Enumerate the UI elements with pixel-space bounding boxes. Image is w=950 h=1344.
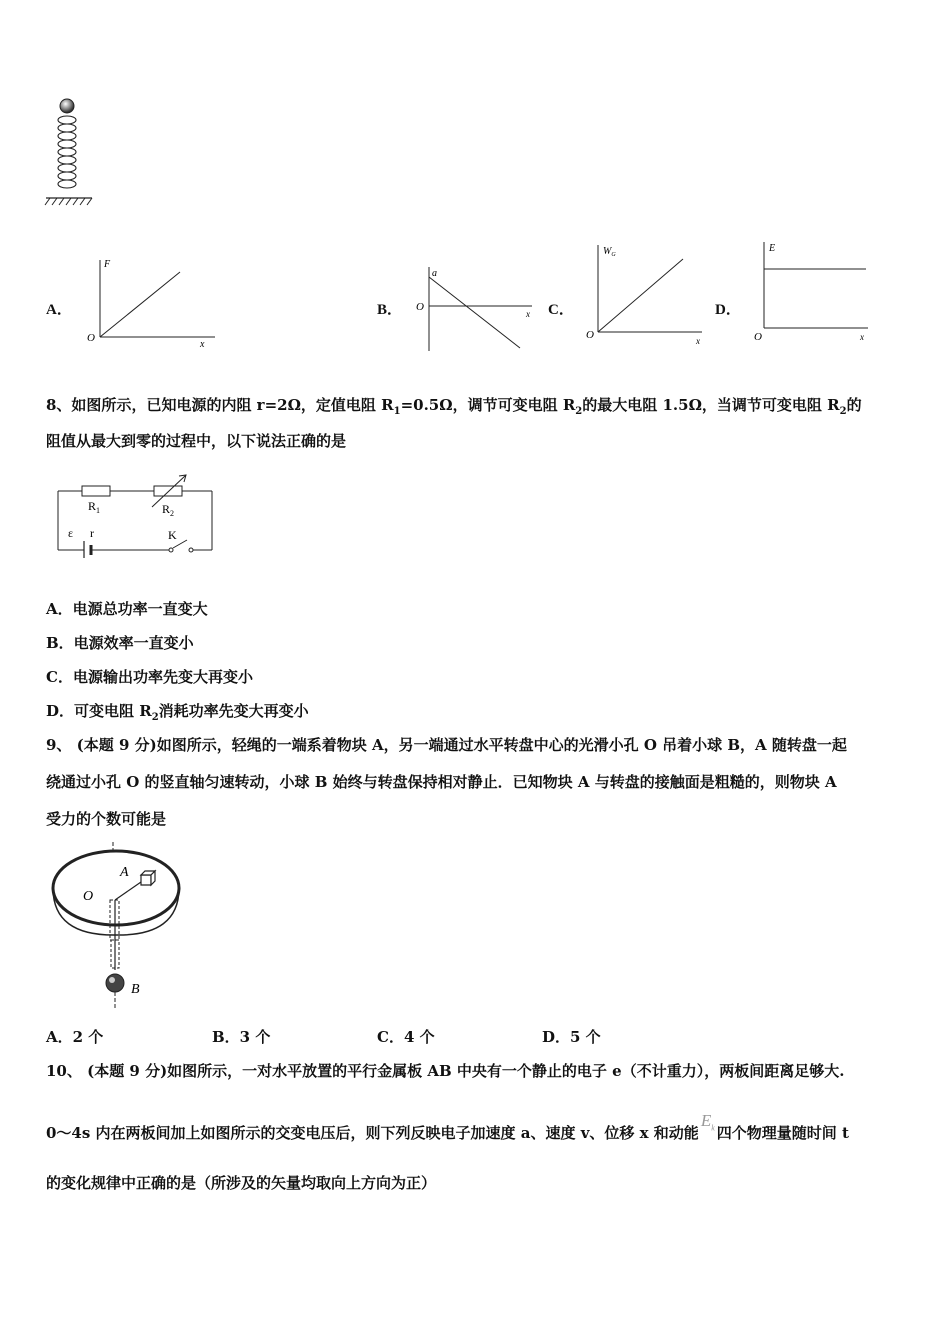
- spring-ball-figure: [40, 95, 100, 210]
- q9-stem-line2: 绕通过小孔 O 的竖直轴匀速转动，小球 B 始终与转盘保持相对静止．已知物块 A 与转盘的接触面是粗糙的，则物块 A: [46, 773, 837, 791]
- label-emf: ε: [68, 526, 74, 540]
- option-c-label[interactable]: C．: [548, 302, 574, 318]
- q8-option-c[interactable]: C．电源输出功率先变大再变小: [46, 668, 253, 686]
- q8-stem-line1: 8、如图所示，已知电源的内阻 r=2Ω，定值电阻 $R_1=0.5\Omega$，调节可变电阻 $R_2$的最大电阻 1.5Ω，当调节可变电阻 $R_2$的: [46, 396, 862, 417]
- switch-contact-right: [189, 548, 193, 552]
- graph-a-ylabel: F: [104, 259, 111, 270]
- graph-d-origin: O: [754, 331, 762, 343]
- ball: [60, 99, 74, 113]
- graph-c-line: [598, 259, 683, 332]
- graph-b[interactable]: [412, 262, 542, 354]
- spring: [58, 116, 76, 188]
- graph-b-line: [429, 277, 520, 348]
- label-b: B: [131, 982, 140, 997]
- label-r2: $R_2$: [162, 502, 175, 518]
- option-b-label[interactable]: B．: [377, 302, 403, 318]
- graph-d-xlabel: x: [860, 332, 864, 342]
- option-a-label[interactable]: A．: [46, 302, 72, 318]
- q8-circuit: [52, 473, 222, 558]
- label-a: A: [120, 865, 129, 880]
- q10-stem-line1: 10、 (本题 9 分)如图所示，一对水平放置的平行金属板 AB 中央有一个静止的电子 e（不计重力），两板间距离足够大.: [46, 1062, 845, 1080]
- graph-a-origin: O: [87, 332, 95, 344]
- disk-top: [53, 851, 179, 925]
- option-d-label[interactable]: D．: [715, 302, 741, 318]
- q9-stem-line1: 9、 (本题 9 分)如图所示，轻绳的一端系着物块 A，另一端通过水平转盘中心的光滑小孔 O 吊着小球 B，A 随转盘一起: [46, 736, 847, 754]
- q9-option-d[interactable]: D．5 个: [542, 1028, 601, 1046]
- q10-stem-line2: 0～4s 内在两板间加上如图所示的交变电压后，则下列反映电子加速度 a、速度 v、位移 x 和动能$E_k$ 四个物理量随时间 t: [46, 1111, 849, 1142]
- q10-stem-line3: 的变化规律中正确的是（所涉及的矢量均取向上方向为正）: [46, 1174, 437, 1192]
- graph-b-ylabel: a: [432, 268, 437, 279]
- q8-option-a[interactable]: A．电源总功率一直变大: [46, 600, 208, 618]
- graph-c-origin: O: [586, 329, 594, 341]
- graph-d-ylabel: E: [769, 243, 776, 254]
- resistor-r1: [82, 486, 110, 496]
- graph-c[interactable]: [582, 240, 707, 355]
- ek-symbol: $E_k$: [700, 1111, 715, 1133]
- q9-option-a[interactable]: A．2 个: [46, 1028, 104, 1046]
- label-switch: K: [168, 528, 177, 542]
- graph-b-xlabel: x: [526, 309, 530, 319]
- switch-contact-left: [169, 548, 173, 552]
- label-o: O: [83, 889, 94, 904]
- graph-d[interactable]: [750, 237, 875, 345]
- ball-b: [106, 974, 124, 992]
- q9-turntable-figure: [48, 840, 198, 1015]
- q8-option-b[interactable]: B．电源效率一直变小: [46, 634, 194, 652]
- q9-option-c[interactable]: C．4 个: [377, 1028, 435, 1046]
- label-r1: $R_1$: [88, 499, 101, 515]
- q8-stem-line2: 阻值从最大到零的过程中，以下说法正确的是: [46, 432, 347, 450]
- q8-option-d[interactable]: D．可变电阻 $R_2$消耗功率先变大再变小: [46, 702, 309, 723]
- graph-a[interactable]: [80, 255, 220, 350]
- q9-option-b[interactable]: B．3 个: [212, 1028, 271, 1046]
- label-internal-r: r: [90, 526, 94, 540]
- block-a: [141, 871, 155, 885]
- graph-b-origin: O: [416, 301, 424, 313]
- ground-hatch: [45, 198, 92, 205]
- q9-stem-line3: 受力的个数可能是: [46, 810, 167, 828]
- graph-c-xlabel: x: [696, 336, 700, 346]
- graph-a-xlabel: x: [200, 339, 205, 350]
- graph-a-line: [100, 272, 180, 337]
- graph-c-ylabel: $W_G$: [603, 246, 616, 258]
- resistor-r2: [154, 486, 182, 496]
